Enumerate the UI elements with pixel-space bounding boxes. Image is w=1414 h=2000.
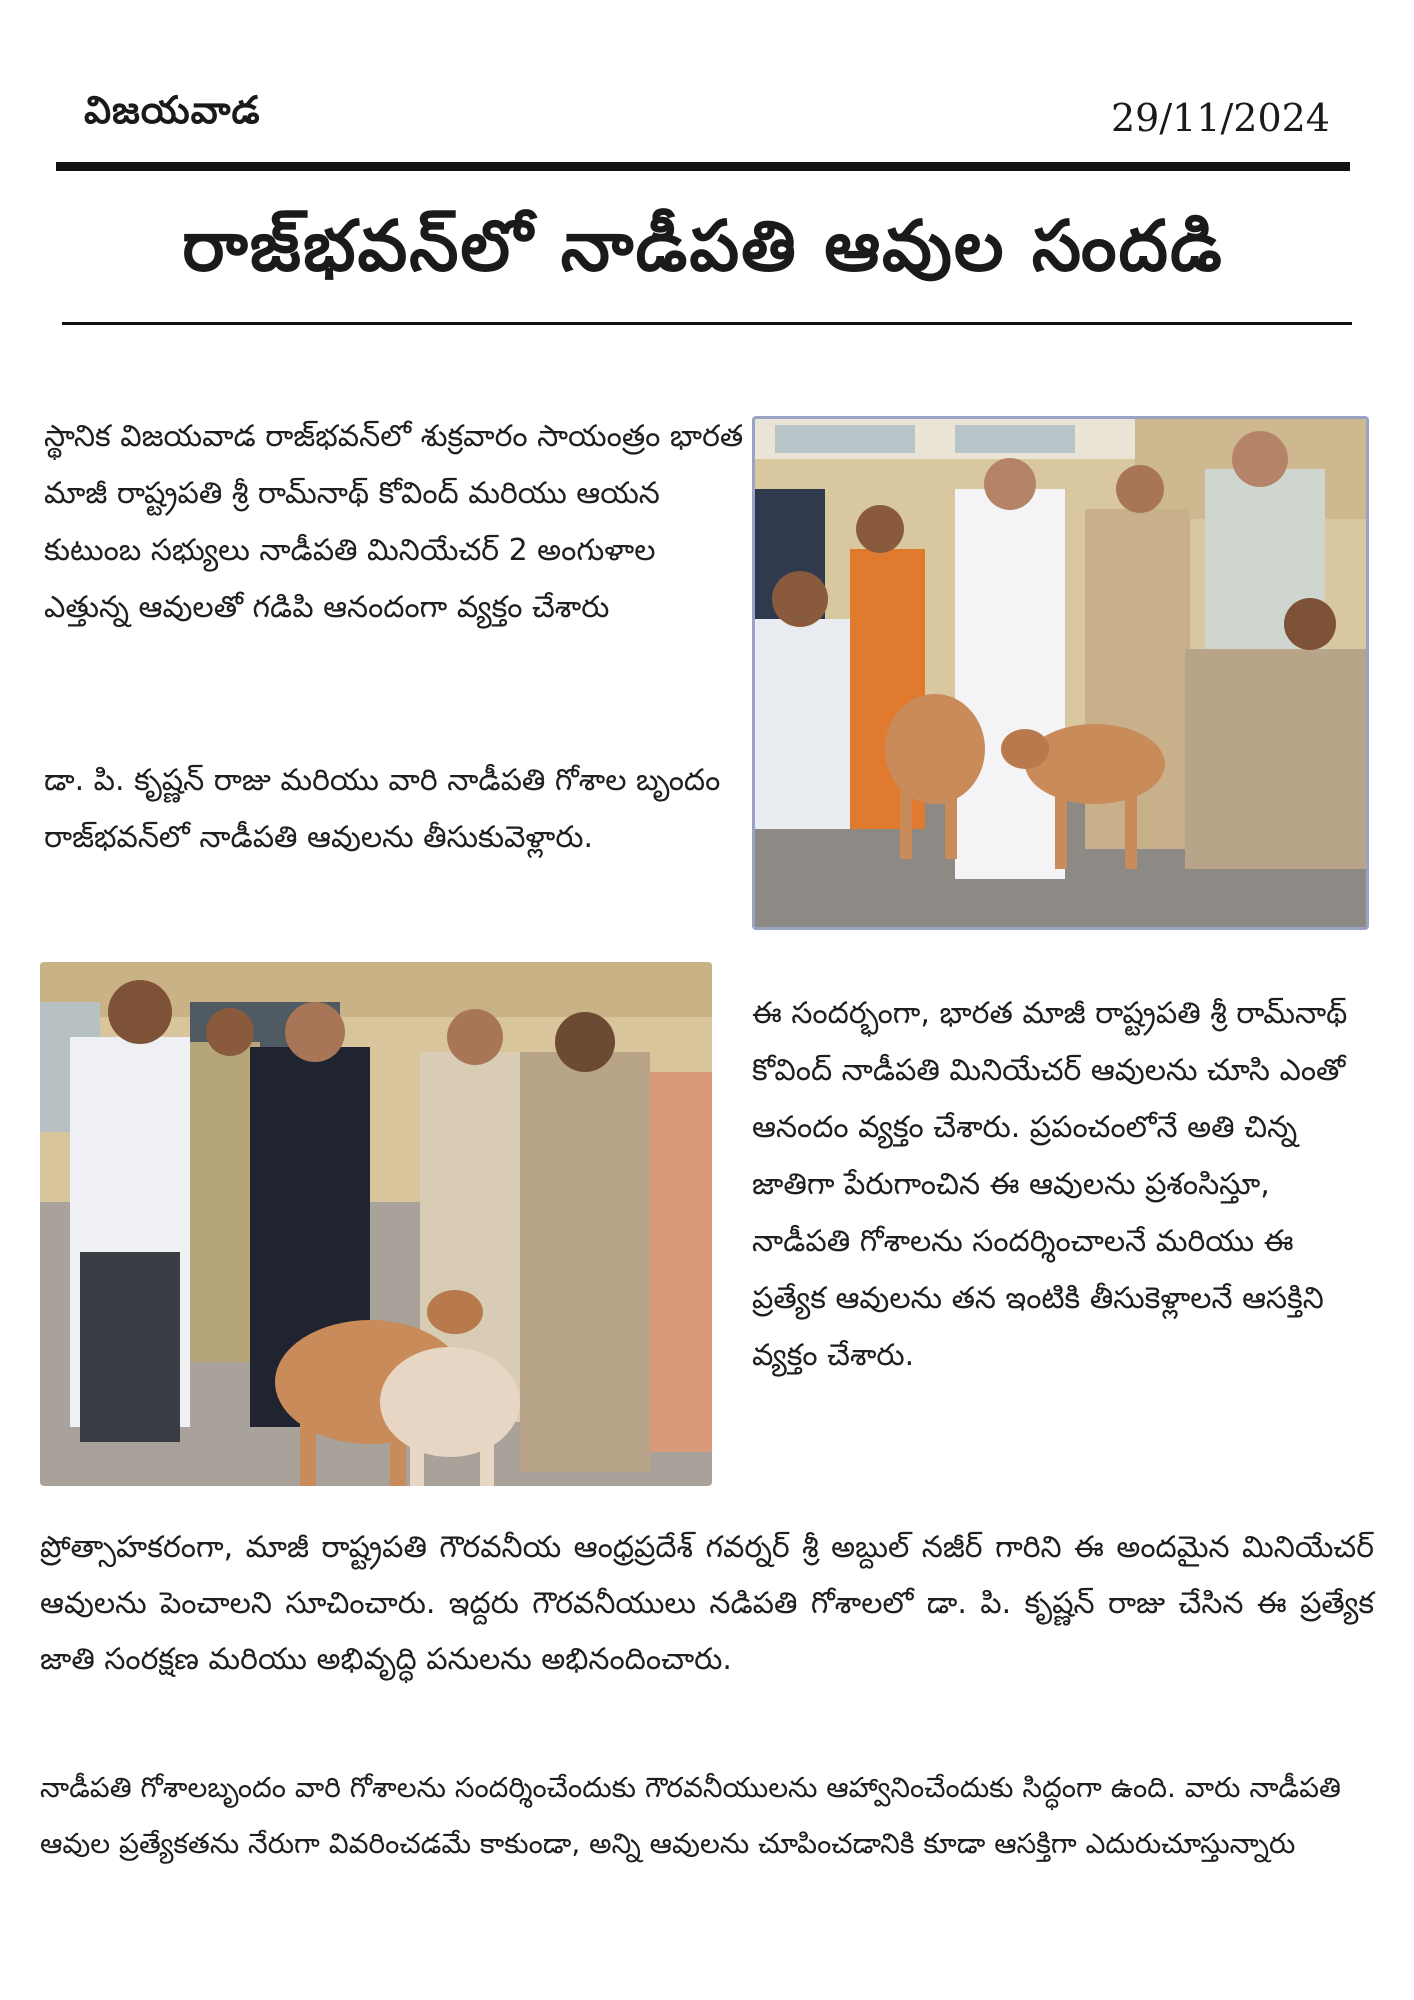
photo-former-president-with-calves (752, 416, 1369, 930)
paragraph-visit: ఈ సందర్భంగా, భారత మాజీ రాష్ట్రపతి శ్రీ రామ్‌నాథ్ కోవింద్ నాడీపతి మినియేచర్ ఆవులను చూసి ఎంతో ఆనందం వ్యక్తం చేశారు. ప్రపంచంలోనే అతి చిన్న జాతిగా పేరుగాంచిన ఈ ఆవులను ప్రశంసిస్తూ, నాడీపతి గోశాలను సందర్శించాలనే మరియు ఈ ప్రత్యేక ఆవులను తన ఇంటికి తీసుకెళ్లాలనే ఆసక్తిని వ్యక్తం చేశారు. (752, 996, 1348, 1373)
paragraph-governor: ప్రోత్సాహకరంగా, మాజీ రాష్ట్రపతి గౌరవనీయ ఆంధ్రప్రదేశ్ గవర్నర్ శ్రీ అబ్దుల్ నజీర్ గారిని ఈ అందమైన మినియేచర్ ఆవులను పెంచాలని సూచించారు. ఇద్దరు గౌరవనీయులు నడిపతి గోశాలలో డా. పి. కృష్ణన్ రాజు చేసిన ఈ ప్రత్యేక జాతి సంరక్షణ మరియు అభివృద్ధి పనులను అభినందించారు. (40, 1530, 1374, 1677)
header-rule (56, 162, 1350, 171)
header-date: 29/11/2024 (1110, 96, 1330, 140)
paragraph-team: డా. పి. కృష్ణన్ రాజు మరియు వారి నాడీపతి గోశాల బృందం రాజ్‌భవన్‌లో నాడీపతి ఆవులను తీసుకువెళ్లారు. (44, 763, 721, 855)
headline: రాజ్‌భవన్‌లో నాడీపతి ఆవుల సందడి (182, 205, 1224, 287)
paragraph-intro: స్థానిక విజయవాడ రాజ్‌భవన్‌లో శుక్రవారం సాయంత్రం భారత మాజీ రాష్ట్రపతి శ్రీ రామ్‌నాథ్ కోవింద్ మరియు ఆయన కుటుంబ సభ్యులు నాడీపతి మినియేచర్ 2 అంగుళాల ఎత్తున్న ఆవులతో గడిపి ఆనందంగా వ్యక్తం చేశారు (44, 419, 744, 625)
header-city: విజయవాడ (84, 88, 261, 132)
headline-rule (62, 322, 1352, 325)
paragraph-invitation: నాడీపతి గోశాలబృందం వారి గోశాలను సందర్శించేందుకు గౌరవనీయులను ఆహ్వానించేందుకు సిద్ధంగా ఉంది. వారు నాడీపతి ఆవుల ప్రత్యేకతను నేరుగా వివరించడమే కాకుండా, అన్ని ఆవులను చూపించడానికి కూడా ఆసక్తిగా ఎదురుచూస్తున్నారు (40, 1771, 1341, 1860)
photo-governor-with-calves (40, 962, 712, 1486)
